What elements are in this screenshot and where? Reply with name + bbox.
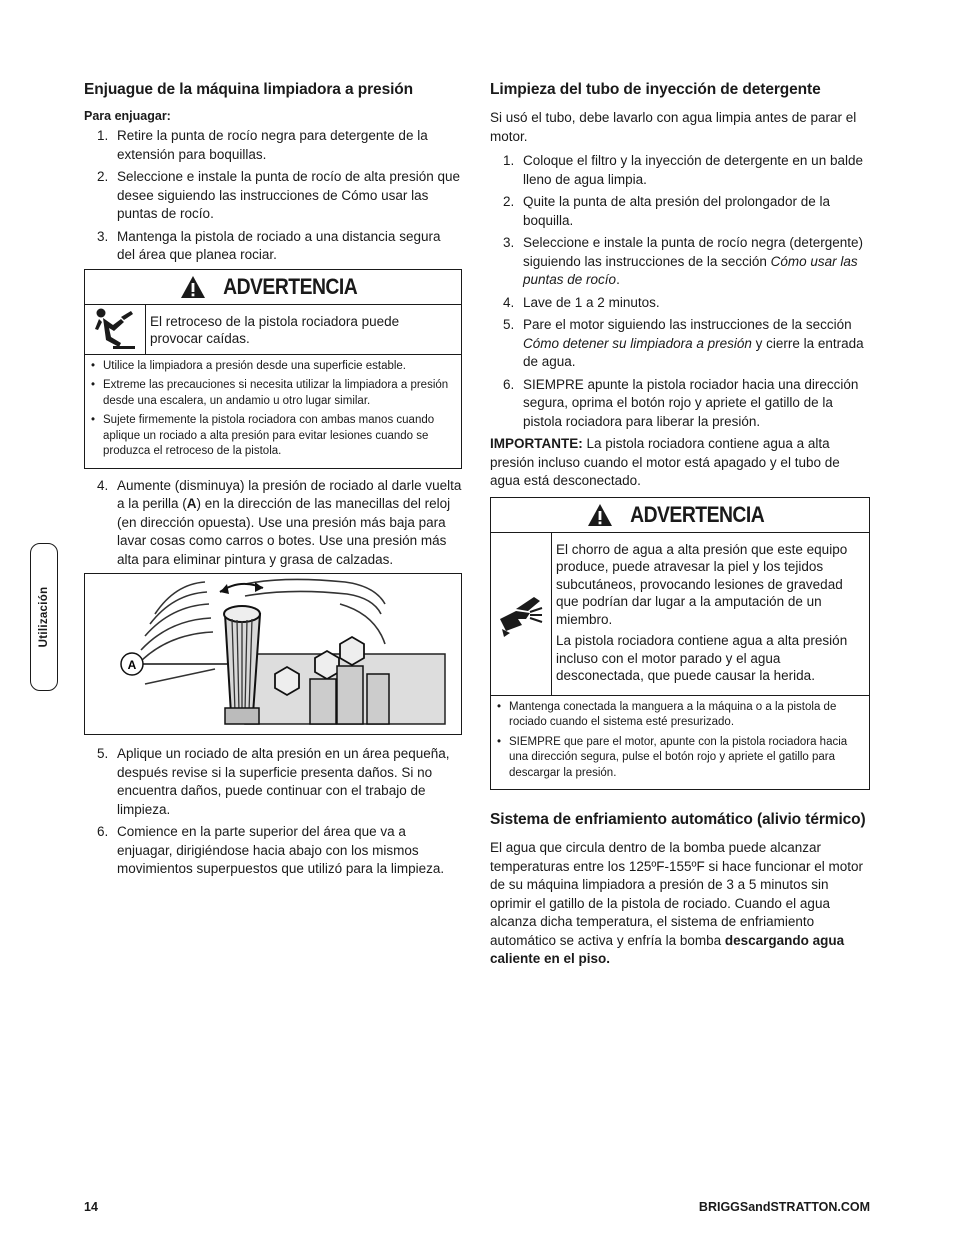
important-note: IMPORTANTE: La pistola rociadora contiene agua a alta presión incluso cuando el motor está apagado y el tubo de agua está desconectado. — [490, 436, 840, 489]
list-item: • Utilice la limpiadora a presión desde una superficie estable. — [89, 359, 455, 375]
cooling-paragraph: El agua que circula dentro de la bomba puede alcanzar temperaturas entre los 125ºF-155ºF si hace funcionar el motor de su máquina limpiadora a presión de 3 a 5 minutos sin oprimir el gatillo de la pistola de rociado. Cuando el agua alcanza dicha temperatura, el sistema de enfriamiento automático se activa y enfría la bomba descargando agua caliente en el piso. — [490, 840, 864, 967]
warning-text — [552, 533, 869, 695]
warning-bullets — [491, 696, 869, 790]
section-tab-label: Utilización — [38, 586, 50, 648]
warning-icon-cell — [491, 533, 552, 695]
list-item: 1. Coloque el filtro y la inyección de detergente en un balde lleno de agua limpia. — [503, 153, 863, 187]
section-tab — [30, 543, 58, 691]
list-item: 3. Seleccione e instale la punta de rocío negra (detergente) siguiendo las instrucciones de la sección Cómo usar las puntas de rocío. — [503, 235, 863, 288]
warning-bullets — [85, 355, 461, 468]
list-item: 5. Pare el motor siguiendo las instrucciones de la sección Cómo detener su limpiadora a presión y cierre la entrada de agua. — [503, 317, 864, 370]
rinse-steps-continued — [84, 745, 462, 879]
rinse-heading: Enjuague de la máquina limpiadora a presión — [84, 81, 414, 98]
warning-paragraph: La pistola rociadora contiene agua a alta presión incluso con el motor parado y el agua desconectada, que puede causar la herida. — [556, 633, 848, 684]
injection-hazard-icon — [496, 589, 546, 639]
list-item: 6. SIEMPRE apunte la pistola rociador hacia una dirección segura, oprima el botón rojo y apriete el gatillo de la pistola rociadora para liberar la presión. — [503, 376, 859, 429]
detergent-heading: Limpieza del tubo de inyección de detergente — [490, 81, 821, 98]
right-column — [490, 80, 870, 975]
warning-title: ADVERTENCIA — [222, 273, 358, 299]
list-item: 2. Seleccione e instale la punta de rocío de alta presión que desee siguiendo las instrucciones de Cómo usar las puntas de rocío. — [97, 169, 460, 222]
list-item: 4. Lave de 1 a 2 minutos. — [503, 294, 660, 310]
warning-icon-cell — [85, 305, 146, 354]
cooling-heading: Sistema de enfriamiento automático (alivio térmico) — [490, 811, 866, 829]
warning-header — [85, 270, 461, 305]
list-item: 2. Quite la punta de alta presión del prolongador de la boquilla. — [503, 194, 830, 228]
detergent-steps — [490, 152, 870, 431]
list-item: 5. Aplique un rociado de alta presión en un área pequeña, después revise si la superficie presenta daños. Si no encuentra daños, puede continuar con el trabajo de limpieza. — [97, 746, 450, 817]
warning-triangle-icon — [587, 503, 613, 527]
warning-box-recoil — [84, 269, 462, 469]
warning-box-injection — [490, 497, 870, 791]
list-item: 1. Retire la punta de rocío negra para detergente de la extensión para boquillas. — [97, 128, 428, 162]
warning-text: El retroceso de la pistola rociadora puede provocar caídas. — [150, 313, 400, 347]
detergent-intro: Si usó el tubo, debe lavarlo con agua limpia antes de parar el motor. — [490, 110, 857, 144]
page-number: 14 — [84, 1200, 98, 1214]
warning-body — [85, 305, 461, 355]
warning-header — [491, 498, 869, 533]
warning-title: ADVERTENCIA — [629, 501, 765, 527]
list-item: • Extreme las precauciones si necesita utilizar la limpiadora a presión desde una escalera, un andamio u otro lugar similar. — [89, 378, 455, 409]
list-item: 4. Aumente (disminuya) la presión de rociado al darle vuelta a la perilla (A) en la dirección de las manecillas del reloj (en dirección opuesta). Use una presión más baja para lavar cosas como carros o botes. Use una presión más alta para eliminar pintura y grasa de calzadas. — [97, 477, 462, 567]
list-item: 3. Mantenga la pistola de rociado a una distancia segura del área que planea rociar. — [97, 228, 441, 263]
callout-a-label: A — [127, 658, 137, 673]
site-url: BRIGGSandSTRATTON.COM — [698, 1200, 870, 1214]
pressure-knob-illustration — [85, 574, 462, 734]
rinse-step-4 — [84, 477, 462, 570]
warning-paragraph: El chorro de agua a alta presión que este equipo produce, puede atravesar la piel y los tejidos subcutáneos, provocando lesiones de gravedad que podrían dar lugar a la amputación de un miembro. — [556, 541, 848, 627]
rinse-steps — [84, 127, 462, 265]
warning-triangle-icon — [180, 275, 206, 299]
rinse-subheading: Para enjuagar: — [84, 109, 171, 124]
list-item: • SIEMPRE que pare el motor, apunte con la pistola rociadora hacia una dirección segura, pulse el botón rojo y apriete el gatillo para descargar la presión. — [495, 735, 863, 782]
pressure-knob-figure — [84, 573, 462, 735]
list-item: 6. Comience en la parte superior del área que va a enjuagar, dirigiéndose hacia abajo con los mismos movimientos superpuestos que utilizó para la limpieza. — [97, 824, 445, 877]
recoil-fall-hazard-icon — [91, 305, 139, 353]
warning-body — [491, 533, 869, 696]
list-item: • Sujete firmemente la pistola rociadora con ambas manos cuando aplique un rociado a alta presión para evitar lesiones cuando se produzca el retroceso de la pistola. — [89, 413, 455, 460]
left-column — [84, 80, 462, 883]
list-item: • Mantenga conectada la manguera a la máquina o a la pistola de rociado cuando el sistema esté presurizado. — [495, 700, 863, 731]
